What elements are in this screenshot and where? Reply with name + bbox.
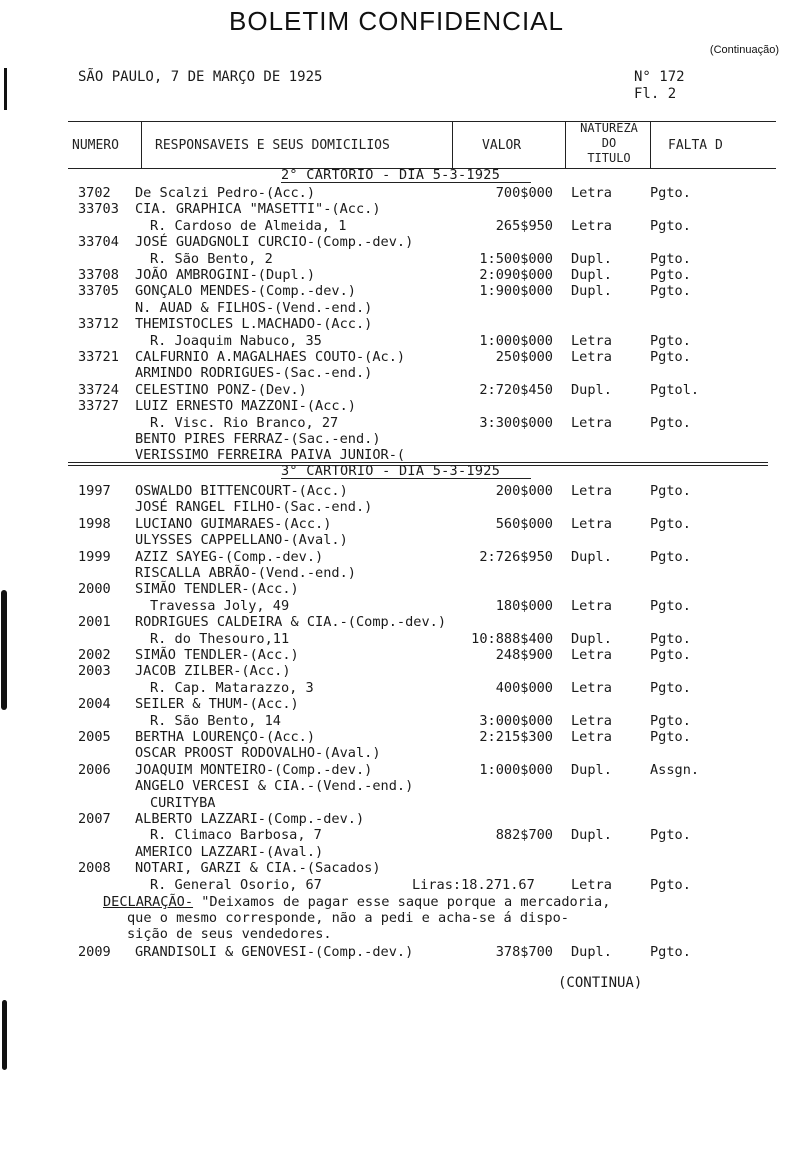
column-header-responsaveis: RESPONSAVEIS E SEUS DOMICILIOS <box>155 138 390 153</box>
row-responsavel: THEMISTOCLES L.MACHADO-(Acc.) <box>135 316 373 333</box>
row-natureza: Letra <box>571 679 612 696</box>
row-valor: 560$000 <box>495 515 553 532</box>
declaracao-line-2: que o mesmo corresponde, não a pedi e acha-se á dispo- <box>127 910 569 926</box>
row-number: 33704 <box>78 234 119 251</box>
dateline: SÃO PAULO, 7 DE MARÇO DE 1925 <box>78 69 323 85</box>
row-falta: Pgtol. <box>650 381 700 398</box>
row-responsavel: CELESTINO PONZ-(Dev.) <box>135 381 307 398</box>
row-falta: Pgto. <box>650 712 691 729</box>
row-valor: 200$000 <box>495 483 553 499</box>
table-row <box>0 696 793 713</box>
declaracao-line-3: sição de seus vendedores. <box>127 926 332 942</box>
liras-row <box>0 877 793 894</box>
row-responsavel: BERTHA LOURENÇO-(Acc.) <box>135 729 316 745</box>
row-responsavel: SIMÃO TENDLER-(Acc.) <box>135 647 299 663</box>
row-valor: 265$950 <box>495 217 553 234</box>
row-falta: Pgto. <box>650 944 691 960</box>
table-row <box>0 860 793 877</box>
row-valor: 2:726$950 <box>479 548 553 565</box>
row-falta: Pgto. <box>650 185 691 201</box>
row-responsavel: RISCALLA ABRÃO-(Vend.-end.) <box>135 565 356 581</box>
row-number: 3702 <box>78 185 111 201</box>
table-row <box>0 827 793 844</box>
row-valor: 1:000$000 <box>479 332 553 349</box>
row-natureza: Dupl. <box>571 630 612 647</box>
liras-falta: Pgto. <box>650 877 691 893</box>
row-natureza: Dupl. <box>571 548 612 565</box>
row-valor: 700$000 <box>495 185 553 201</box>
row-natureza: Letra <box>571 712 612 729</box>
table-row <box>0 516 793 533</box>
row-falta: Pgto. <box>650 679 691 696</box>
row-natureza: Letra <box>571 515 612 532</box>
row-responsavel: OSWALDO BITTENCOURT-(Acc.) <box>135 483 348 499</box>
table-row <box>0 680 793 697</box>
row-number: 2002 <box>78 647 111 663</box>
row-natureza: Letra <box>571 729 612 745</box>
liras-valor: Liras:18.271.67 <box>412 877 535 893</box>
row-valor: 250$000 <box>495 349 553 365</box>
row-responsavel: R. Joaquim Nabuco, 35 <box>150 332 322 349</box>
row-natureza: Dupl. <box>571 250 612 267</box>
row-number: 1999 <box>78 548 111 565</box>
row-number: 2000 <box>78 581 111 598</box>
row-valor: 10:888$400 <box>471 630 553 647</box>
table-row <box>0 795 793 812</box>
table-row <box>0 283 793 300</box>
table-row <box>0 300 793 317</box>
declaracao-label: DECLARAÇÃO- <box>103 894 194 910</box>
column-header-valor: VALOR <box>482 138 522 153</box>
scan-mark <box>1 590 7 710</box>
row-valor: 2:215$300 <box>479 729 553 745</box>
continuation-note: (Continuação) <box>709 44 779 56</box>
row-number: 33703 <box>78 201 119 218</box>
row-valor: 400$000 <box>495 679 553 696</box>
row-falta: Pgto. <box>650 548 691 565</box>
table-row <box>0 663 793 680</box>
row-valor: 1:500$000 <box>479 250 553 267</box>
row-falta: Pgto. <box>650 827 691 844</box>
row-natureza: Letra <box>571 185 612 201</box>
row-falta: Pgto. <box>650 250 691 267</box>
table-row <box>0 415 793 432</box>
table-row <box>0 844 793 861</box>
row-natureza: Dupl. <box>571 944 612 960</box>
row-responsavel: CURITYBA <box>150 794 216 811</box>
table-row <box>0 218 793 235</box>
row-number: 33721 <box>78 349 119 365</box>
scan-mark <box>4 68 7 110</box>
row-falta: Pgto. <box>650 217 691 234</box>
row-falta: Pgto. <box>650 647 691 663</box>
row-valor: 2:090$000 <box>479 267 553 283</box>
table-row <box>0 267 793 284</box>
row-falta: Pgto. <box>650 283 691 300</box>
table-row <box>0 565 793 582</box>
declaracao-text-1: "Deixamos de pagar esse saque porque a mercadoria, <box>201 894 611 910</box>
declaracao-block <box>103 894 610 942</box>
column-header-natureza <box>571 121 647 166</box>
row-falta: Pgto. <box>650 630 691 647</box>
row-number: 33708 <box>78 267 119 283</box>
row-falta: Pgto. <box>650 267 691 283</box>
row-number: 33705 <box>78 283 119 300</box>
row-responsavel: NOTARI, GARZI & CIA.-(Sacados) <box>135 860 381 877</box>
row-responsavel: ALBERTO LAZZARI-(Comp.-dev.) <box>135 811 365 827</box>
row-number: 2007 <box>78 811 111 827</box>
table-row <box>0 532 793 549</box>
row-valor: 1:000$000 <box>479 761 553 778</box>
table-row <box>0 549 793 566</box>
column-header-falta: FALTA D <box>668 138 723 153</box>
table-row <box>0 778 793 795</box>
row-natureza: Letra <box>571 597 612 614</box>
row-falta: Pgto. <box>650 729 691 745</box>
row-valor: 3:300$000 <box>479 414 553 431</box>
table-row <box>0 365 793 382</box>
sheet-number: Fl. 2 <box>634 86 677 102</box>
row-responsavel: JACOB ZILBER-(Acc.) <box>135 663 291 680</box>
row-number: 33724 <box>78 381 119 398</box>
row-natureza: Dupl. <box>571 761 612 778</box>
row-falta: Pgto. <box>650 349 691 365</box>
row-falta: Assgn. <box>650 761 700 778</box>
table-row <box>0 647 793 664</box>
table-row <box>0 713 793 730</box>
row-falta: Pgto. <box>650 483 691 499</box>
row-falta: Pgto. <box>650 515 691 532</box>
column-header-numero: NUMERO <box>72 138 119 153</box>
table-row <box>0 614 793 631</box>
row-valor: 2:720$450 <box>479 381 553 398</box>
row-valor: 1:900$000 <box>479 283 553 300</box>
column-divider <box>452 121 453 168</box>
row-number: 2009 <box>78 944 111 960</box>
row-natureza: Letra <box>571 332 612 349</box>
row-natureza: Letra <box>571 217 612 234</box>
column-divider <box>650 121 651 168</box>
row-natureza: Dupl. <box>571 267 612 283</box>
document-title: BOLETIM CONFIDENCIAL <box>229 6 564 36</box>
row-responsavel: GRANDISOLI & GENOVESI-(Comp.-dev.) <box>135 944 414 960</box>
table-row <box>0 185 793 202</box>
row-number: 33727 <box>78 398 119 415</box>
row-number: 2005 <box>78 729 111 745</box>
table-row <box>0 333 793 350</box>
row-number: 1997 <box>78 483 111 499</box>
row-responsavel: R. Cardoso de Almeida, 1 <box>150 217 347 234</box>
row-responsavel: Travessa Joly, 49 <box>150 597 290 614</box>
row-responsavel: VERISSIMO FERREIRA PAIVA JUNIOR-( <box>135 447 406 464</box>
row-responsavel: LUIZ ERNESTO MAZZONI-(Acc.) <box>135 398 356 415</box>
row-responsavel: ULYSSES CAPPELLANO-(Aval.) <box>135 532 348 549</box>
table-row <box>0 316 793 333</box>
declaracao-line-1 <box>103 894 610 910</box>
row-number: 2001 <box>78 614 111 631</box>
bulletin-number: N° 172 <box>634 69 685 85</box>
row-responsavel: ANGELO VERCESI & CIA.-(Vend.-end.) <box>135 778 414 795</box>
row-responsavel: De Scalzi Pedro-(Acc.) <box>135 185 316 201</box>
row-responsavel: BENTO PIRES FERRAZ-(Sac.-end.) <box>135 431 381 447</box>
row-responsavel: SIMÃO TENDLER-(Acc.) <box>135 581 299 598</box>
liras-natureza: Letra <box>571 877 612 893</box>
row-responsavel: R. do Thesouro,11 <box>150 630 290 647</box>
table-row <box>0 398 793 415</box>
table-row <box>0 811 793 828</box>
row-responsavel: AMERICO LAZZARI-(Aval.) <box>135 843 324 860</box>
row-valor: 248$900 <box>495 647 553 663</box>
row-valor: 3:000$000 <box>479 712 553 729</box>
row-responsavel: LUCIANO GUIMARAES-(Acc.) <box>135 515 332 532</box>
row-valor: 882$700 <box>495 827 553 844</box>
continua-footer: (CONTINUA) <box>558 975 643 991</box>
table-row <box>0 431 793 448</box>
table-row <box>0 631 793 648</box>
row-falta: Pgto. <box>650 414 691 431</box>
row-falta: Pgto. <box>650 597 691 614</box>
row-natureza: Letra <box>571 647 612 663</box>
row-valor: 378$700 <box>495 944 553 960</box>
row-responsavel: R. São Bento, 14 <box>150 712 281 729</box>
natureza-line-1: NATUREZA <box>580 121 638 135</box>
section-heading-3-cartorio: 3° CARTORIO - DIA 5-3-1925 <box>281 463 501 479</box>
row-number: 2006 <box>78 761 111 778</box>
row-number: 2004 <box>78 696 111 713</box>
page-reference <box>634 69 685 103</box>
row-responsavel: JOÃO AMBROGINI-(Dupl.) <box>135 267 316 283</box>
row-number: 1998 <box>78 515 111 532</box>
scan-mark <box>2 1000 7 1070</box>
row-responsavel: CIA. GRAPHICA "MASETTI"-(Acc.) <box>135 201 381 218</box>
row-number: 33712 <box>78 316 119 333</box>
table-row <box>0 349 793 366</box>
row-number: 2008 <box>78 860 111 877</box>
row-responsavel: JOAQUIM MONTEIRO-(Comp.-dev.) <box>135 761 373 778</box>
row-natureza: Dupl. <box>571 827 612 844</box>
section-underline <box>281 182 531 183</box>
row-natureza: Letra <box>571 349 612 365</box>
row-responsavel: AZIZ SAYEG-(Comp.-dev.) <box>135 548 324 565</box>
column-divider <box>141 121 142 168</box>
row-responsavel: N. AUAD & FILHOS-(Vend.-end.) <box>135 299 373 316</box>
row-responsavel: JOSÉ RANGEL FILHO-(Sac.-end.) <box>135 499 373 516</box>
table-row <box>0 581 793 598</box>
row-natureza: Letra <box>571 414 612 431</box>
table-row <box>0 762 793 779</box>
section-heading-2-cartorio: 2° CARTORIO - DIA 5-3-1925 <box>281 167 501 183</box>
table-row <box>0 598 793 615</box>
table-row <box>0 729 793 746</box>
row-responsavel: CALFURNIO A.MAGALHAES COUTO-(Ac.) <box>135 349 406 365</box>
header-top-rule <box>68 121 776 122</box>
table-row <box>0 745 793 762</box>
row-responsavel: GONÇALO MENDES-(Comp.-dev.) <box>135 283 356 300</box>
row-responsavel: R. Climaco Barbosa, 7 <box>150 827 322 844</box>
row-natureza: Dupl. <box>571 381 612 398</box>
row-responsavel: JOSÉ GUADGNOLI CURCIO-(Comp.-dev.) <box>135 234 414 251</box>
natureza-line-3: TITULO <box>587 151 631 165</box>
row-responsavel: ARMINDO RODRIGUES-(Sac.-end.) <box>135 365 373 382</box>
row-valor: 180$000 <box>495 597 553 614</box>
row-responsavel: R. Cap. Matarazzo, 3 <box>150 679 314 696</box>
row-natureza: Dupl. <box>571 283 612 300</box>
table-row <box>0 201 793 218</box>
liras-address: R. General Osorio, 67 <box>150 877 322 893</box>
table-row <box>0 499 793 516</box>
row-natureza: Letra <box>571 483 612 499</box>
row-responsavel: RODRIGUES CALDEIRA & CIA.-(Comp.-dev.) <box>135 614 446 631</box>
row-responsavel: SEILER & THUM-(Acc.) <box>135 696 299 713</box>
row-number: 2003 <box>78 663 111 680</box>
section-underline <box>281 478 531 479</box>
row-falta: Pgto. <box>650 332 691 349</box>
table-row-last <box>0 944 793 961</box>
table-row <box>0 382 793 399</box>
table-row <box>0 483 793 500</box>
table-row <box>0 251 793 268</box>
row-responsavel: OSCAR PROOST RODOVALHO-(Aval.) <box>135 745 381 762</box>
natureza-line-2: DO <box>601 136 617 150</box>
row-responsavel: R. São Bento, 2 <box>150 250 273 267</box>
row-responsavel: R. Visc. Rio Branco, 27 <box>150 414 339 431</box>
column-divider <box>565 121 566 168</box>
table-row <box>0 234 793 251</box>
